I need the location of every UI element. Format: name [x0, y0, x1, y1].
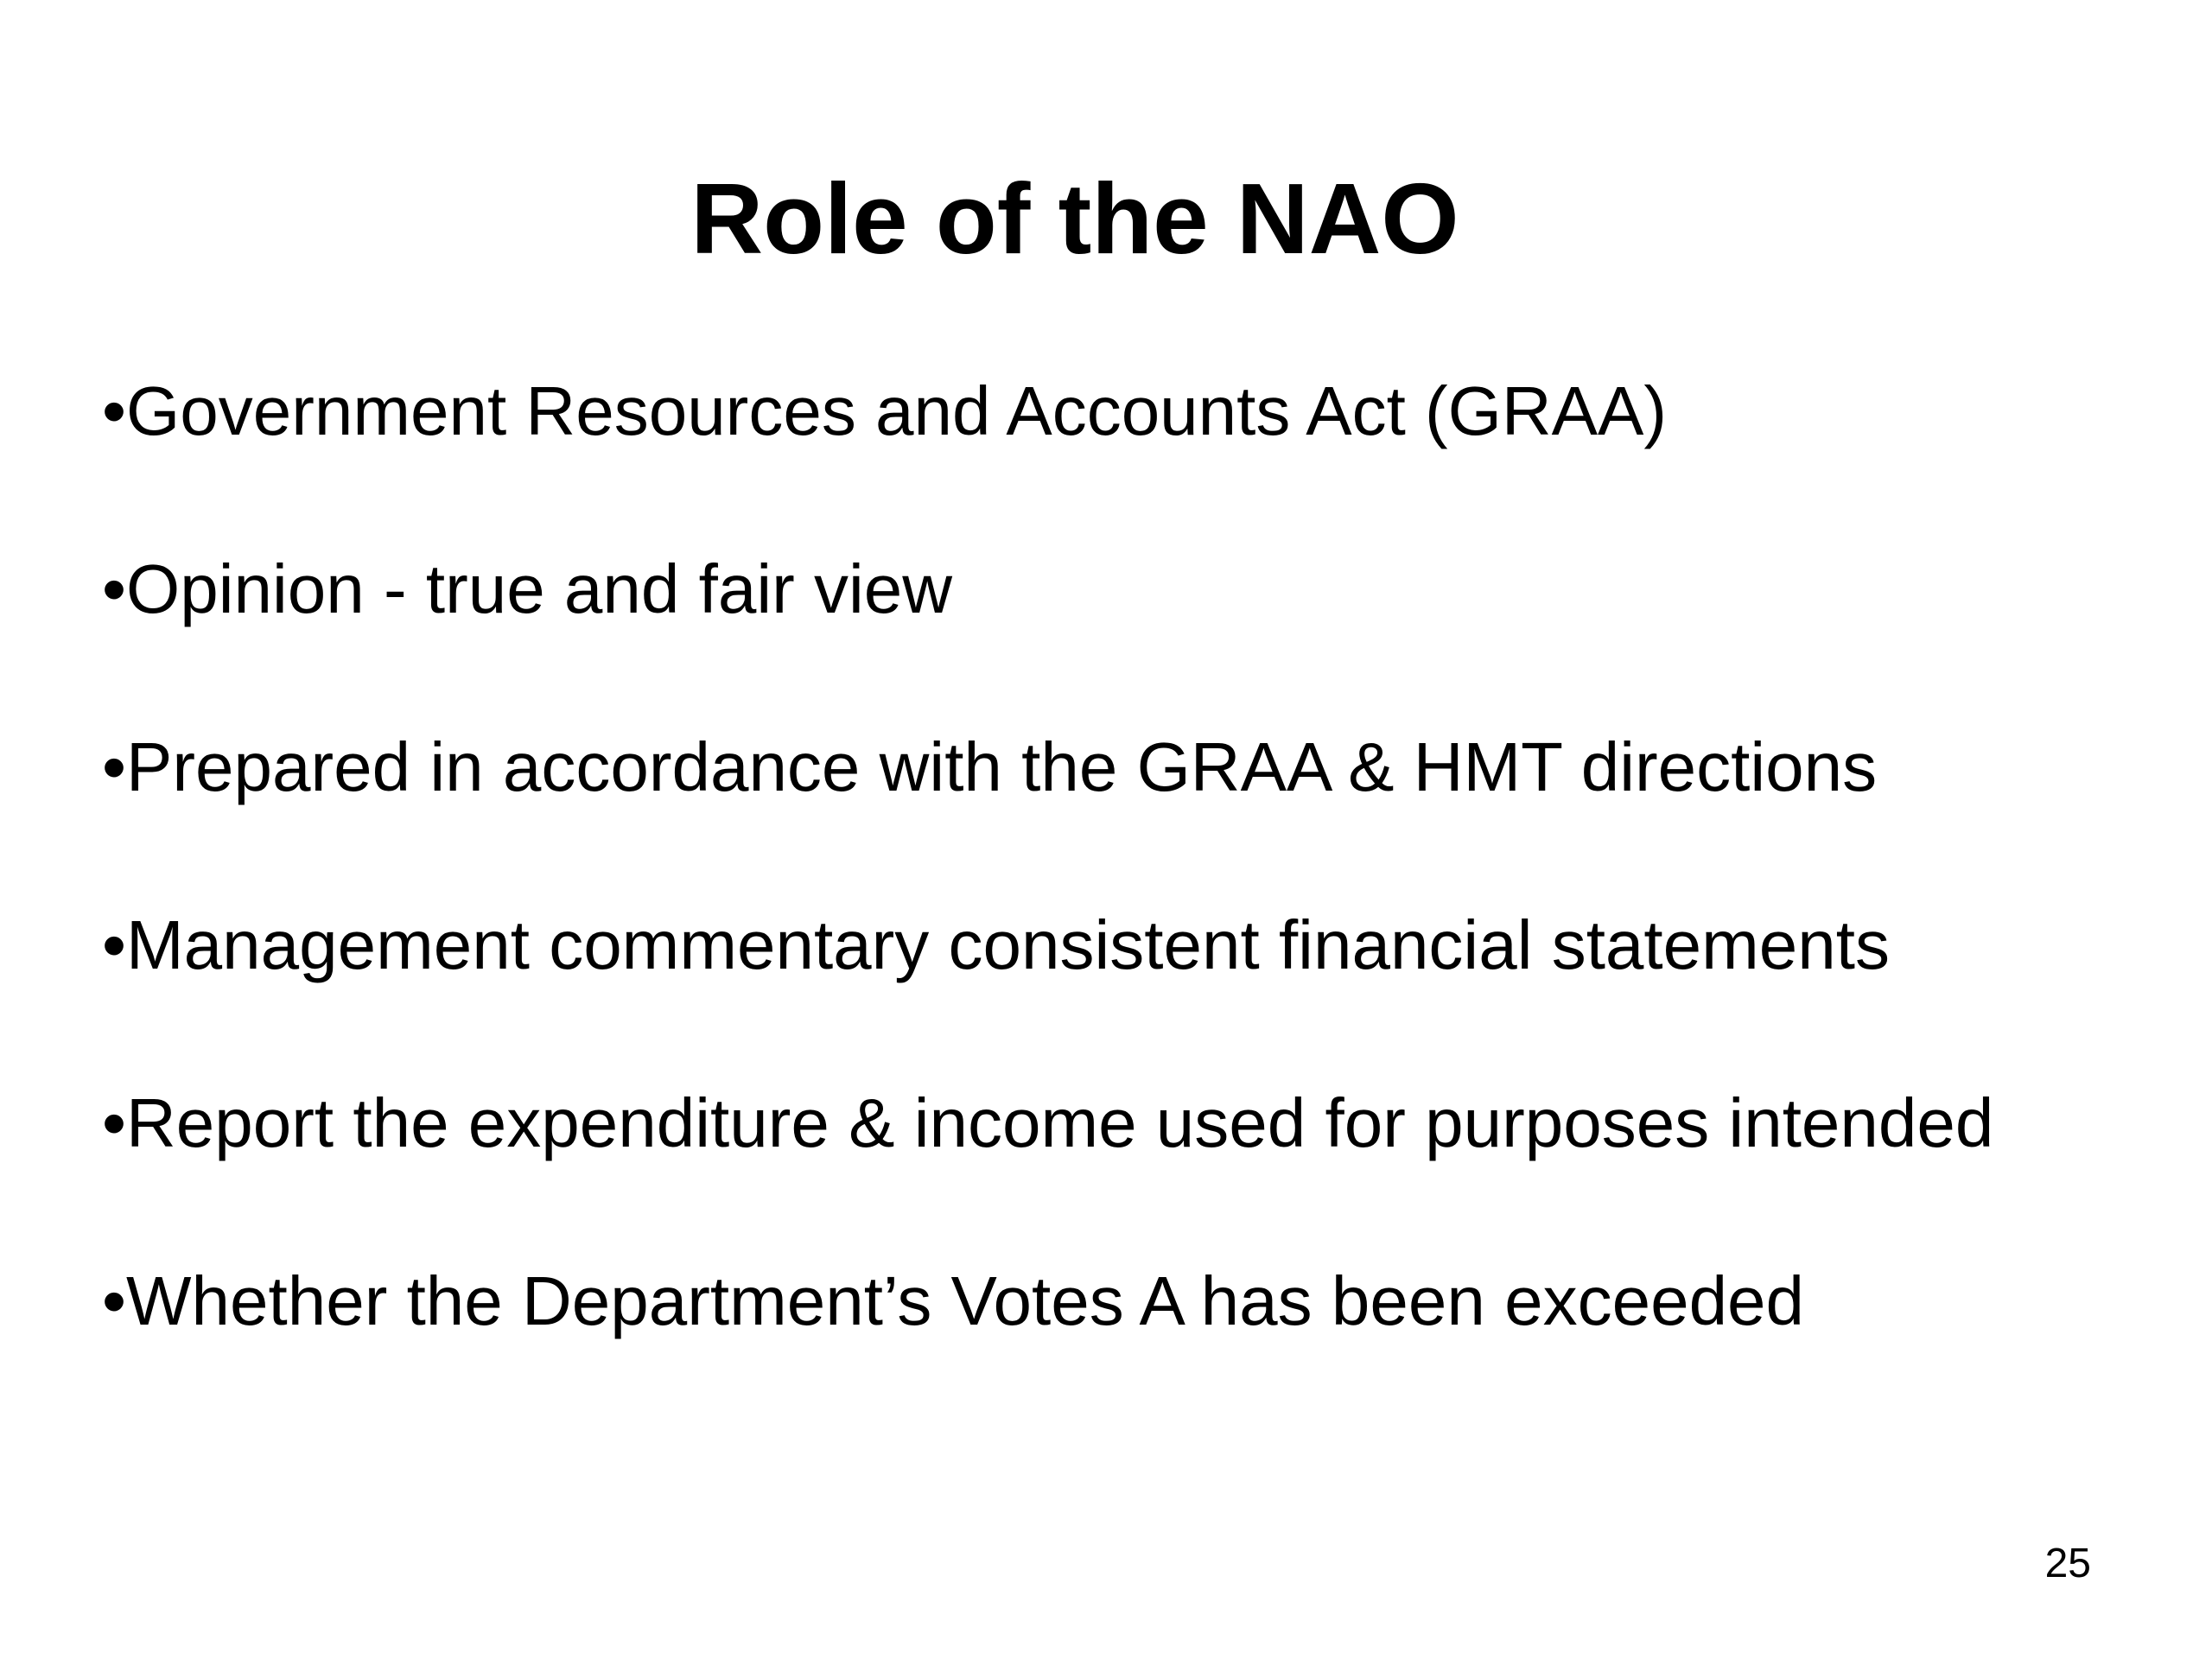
bullet-item-votes: •Whether the Department’s Votes A has been exceeded	[102, 1262, 1805, 1339]
bullet-item-report-expenditure: •Report the expenditure & income used for purposes intended	[102, 1084, 1994, 1161]
bullet-list	[102, 368, 1993, 1436]
bullet-item-prepared: •Prepared in accordance with the GRAA & HMT directions	[102, 728, 1878, 805]
slide-title: Role of the NAO	[690, 162, 1459, 275]
slide-number: 25	[2044, 1541, 2091, 1586]
bullet-item-management-commentary: •Management commentary consistent financial statements	[102, 906, 1890, 983]
bullet-item-opinion: •Opinion - true and fair view	[102, 550, 953, 627]
bullet-item-graa: •Government Resources and Accounts Act (GRAA)	[102, 372, 1668, 449]
